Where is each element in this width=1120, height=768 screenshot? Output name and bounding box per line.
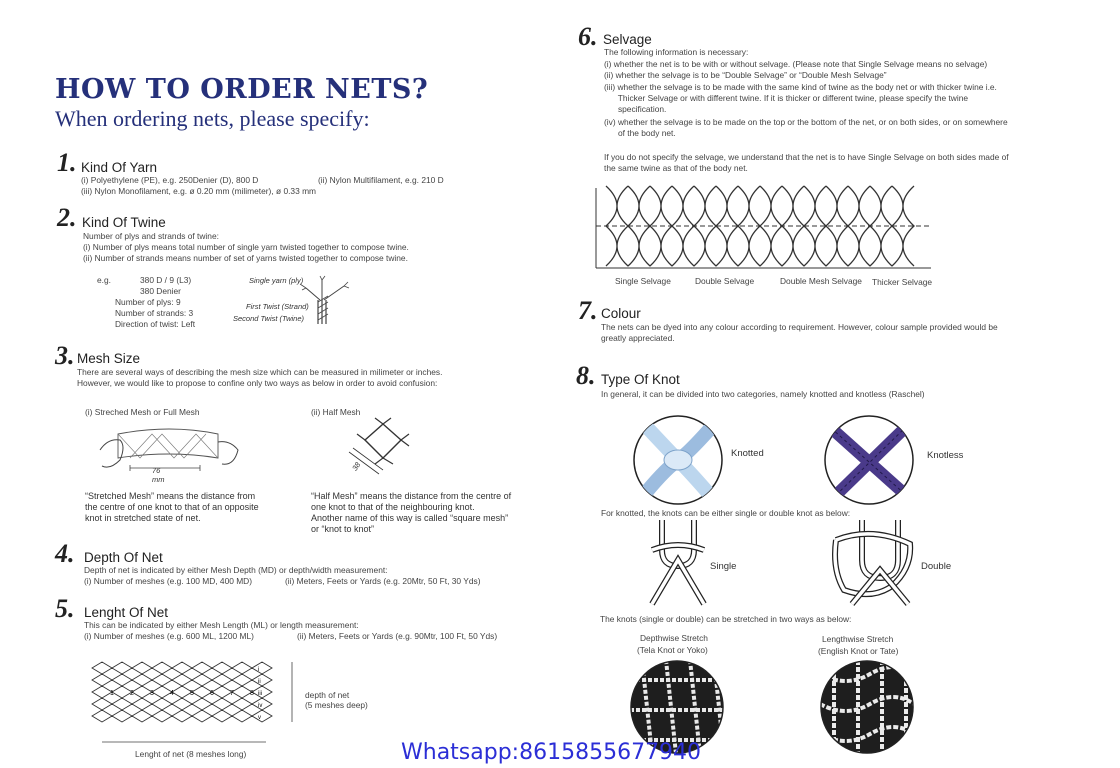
- knotless-label: Knotless: [927, 450, 964, 461]
- section-6-line: specification.: [604, 104, 667, 114]
- mesh-option-1: (i) Streched Mesh or Full Mesh: [85, 407, 200, 417]
- twine-diagram-label: First Twist (Strand): [246, 302, 309, 311]
- section-3-title: Mesh Size: [77, 351, 141, 366]
- double-knot-label: Double: [921, 561, 952, 572]
- depth-of-net-label: (5 meshes deep): [305, 700, 368, 710]
- section-5-number: 5.: [55, 594, 75, 623]
- mesh-number: 7: [230, 690, 234, 697]
- section-1-line-1a: (i) Polyethylene (PE), e.g. 250Denier (D), 800 D: [81, 175, 259, 185]
- section-6-note: the same twine as that of the body net.: [604, 163, 748, 173]
- depth-of-net-label: depth of net: [305, 690, 350, 700]
- section-2-line: Number of plys and strands of twine:: [83, 231, 219, 241]
- mesh-option-2: (ii) Half Mesh: [311, 407, 361, 417]
- section-7-number: 7.: [578, 296, 598, 325]
- single-knot-illustration: [648, 520, 708, 606]
- twine-diagram: [300, 276, 350, 326]
- section-8-number: 8.: [576, 361, 596, 390]
- stretched-mesh-unit: mm: [152, 475, 165, 484]
- net-length-diagram: [100, 660, 300, 750]
- mesh-number: 3: [150, 690, 154, 697]
- section-6-line: of the body net.: [604, 128, 676, 138]
- selvage-label: Thicker Selvage: [872, 277, 933, 287]
- section-2-title: Kind Of Twine: [82, 215, 166, 230]
- stretched-mesh-dimension: 76: [152, 466, 161, 475]
- example-line: 380 D / 9 (L3): [140, 275, 192, 285]
- half-mesh-caption: Another name of this way is called “square mesh”: [311, 513, 509, 523]
- lengthwise-stretch-image: [820, 660, 914, 754]
- single-knot-label: Single: [710, 561, 737, 572]
- depth-roman-numeral: iv: [258, 703, 263, 709]
- whatsapp-contact: Whatsapp:8615855677940: [401, 740, 702, 765]
- section-4-line-2a: (i) Number of meshes (e.g. 100 MD, 400 MD): [84, 576, 253, 586]
- depthwise-stretch-sublabel: (Tela Knot or Yoko): [637, 645, 708, 655]
- mesh-number: 8: [250, 690, 254, 697]
- stretched-mesh-illustration: [100, 420, 240, 490]
- section-6-number: 6.: [578, 22, 598, 51]
- section-6-note: If you do not specify the selvage, we understand that the net is to have Single Selvage on both sides made of: [604, 152, 1009, 162]
- mesh-number: 6: [210, 690, 214, 697]
- for-knotted-text: For knotted, the knots can be either single or double knot as below:: [601, 508, 851, 518]
- section-1-title: Kind Of Yarn: [81, 160, 158, 175]
- selvage-label: Double Mesh Selvage: [780, 276, 862, 286]
- net-mesh-grid: [92, 662, 272, 722]
- section-2-line: (i) Number of plys means total number of single yarn twisted together to compose twine.: [83, 242, 409, 252]
- section-5-title: Lenght Of Net: [84, 605, 169, 620]
- section-6-line: (ii) whether the selvage is to be “Double Selvage” or “Double Mesh Selvage”: [604, 70, 887, 80]
- section-6-line: The following information is necessary:: [604, 47, 749, 57]
- section-8-intro: In general, it can be divided into two categories, namely knotted and knotless (Raschel): [601, 389, 925, 399]
- mesh-number: 2: [130, 690, 134, 697]
- section-6-line: (iv) whether the selvage is to be made on the top or the bottom of the net, or on both sides, or on somewhere: [604, 117, 1008, 127]
- page-subtitle: When ordering nets, please specify:: [55, 106, 370, 131]
- half-mesh-dimension: 38: [350, 460, 363, 473]
- section-3-line: However, we would like to propose to confine only two ways as below in order to avoid confusion:: [77, 378, 438, 388]
- section-3-line: There are several ways of describing the mesh size which can be measured in milimeter or inches.: [77, 367, 443, 377]
- section-6-line: Thicker Selvage or with different twine. If it is thicker or different twine, please specify the twine: [604, 93, 969, 103]
- example-label: e.g.: [97, 275, 111, 285]
- section-5-line-2a: (i) Number of meshes (e.g. 600 ML, 1200 ML): [84, 631, 254, 641]
- half-mesh-caption: one knot to that of the neighbouring knot.: [311, 502, 475, 512]
- half-mesh-caption: “Half Mesh” means the distance from the centre of: [311, 491, 512, 501]
- example-line: Direction of twist: Left: [115, 319, 196, 329]
- section-5-line-1: This can be indicated by either Mesh Length (ML) or length measurement:: [84, 620, 359, 630]
- depth-roman-numeral: ii: [258, 679, 261, 685]
- section-4-line-2b: (ii) Meters, Feets or Yards (e.g. 20Mtr, 50 Ft, 30 Yds): [285, 576, 481, 586]
- stretch-intro-text: The knots (single or double) can be stretched in two ways as below:: [600, 614, 852, 624]
- section-3-number: 3.: [55, 341, 75, 370]
- section-6-line: (iii) whether the selvage is to be made with the same kind of twine as the body net or with thicker twine i.e.: [604, 82, 997, 92]
- example-line: 380 Denier: [140, 286, 181, 296]
- example-line: Number of plys: 9: [115, 297, 181, 307]
- section-8-title: Type Of Knot: [601, 372, 680, 387]
- stretched-mesh-caption: knot in stretched state of net.: [85, 513, 201, 523]
- knotted-label: Knotted: [731, 448, 764, 459]
- selvage-baseline: [596, 188, 931, 268]
- length-of-net-label: Lenght of net (8 meshes long): [135, 749, 247, 759]
- section-7-line: greatly appreciated.: [601, 333, 675, 343]
- depth-roman-numeral: v: [258, 715, 261, 721]
- section-5-line-2b: (ii) Meters, Feets or Yards (e.g. 90Mtr, 100 Ft, 50 Yds): [297, 631, 498, 641]
- depthwise-stretch-label: Depthwise Stretch: [640, 633, 708, 643]
- mesh-number: 5: [190, 690, 194, 697]
- lengthwise-stretch-label: Lengthwise Stretch: [822, 634, 894, 644]
- section-1-line-2: (iii) Nylon Monofilament, e.g. ø 0.20 mm (milimeter), ø 0.33 mm: [81, 186, 317, 196]
- twine-diagram-label: Second Twist (Twine): [233, 314, 304, 323]
- double-knot-illustration: [832, 520, 914, 606]
- selvage-label: Single Selvage: [615, 276, 671, 286]
- example-line: Number of strands: 3: [115, 308, 194, 318]
- section-7-title: Colour: [601, 306, 641, 321]
- section-1-number: 1.: [57, 148, 77, 177]
- twine-diagram-label: Single yarn (ply): [249, 276, 304, 285]
- section-2-number: 2.: [57, 203, 77, 232]
- section-6-line: (i) whether the net is to be with or without selvage. (Please note that Single Selvage means no selvage): [604, 59, 988, 69]
- depth-roman-numeral: iii: [258, 691, 262, 697]
- section-4-number: 4.: [55, 539, 75, 568]
- stretched-mesh-caption: “Stretched Mesh” means the distance from: [85, 491, 256, 501]
- selvage-diagram: [596, 178, 936, 273]
- section-6-title: Selvage: [603, 32, 652, 47]
- page-title: HOW TO ORDER NETS?: [55, 74, 429, 105]
- section-7-line: The nets can be dyed into any colour according to requirement. However, colour sample provided would be: [601, 322, 998, 332]
- mesh-number: 1: [110, 690, 114, 697]
- depth-roman-numeral: i: [258, 667, 260, 673]
- section-4-line-1: Depth of net is indicated by either Mesh Depth (MD) or depth/width measurement:: [84, 565, 388, 575]
- knotted-image: [632, 414, 724, 506]
- section-2-line: (ii) Number of strands means number of set of yarns twisted together to compose twine.: [83, 253, 408, 263]
- stretched-mesh-caption: the centre of one knot to that of an opposite: [85, 502, 259, 512]
- lengthwise-stretch-sublabel: (English Knot or Tate): [818, 646, 899, 656]
- section-1-line-1b: (ii) Nylon Multifilament, e.g. 210 D: [318, 175, 444, 185]
- mesh-number: 4: [170, 690, 174, 697]
- half-mesh-caption: or “knot to knot”: [311, 524, 375, 534]
- section-4-title: Depth Of Net: [84, 550, 163, 565]
- net-dimension-axes: [102, 662, 292, 742]
- selvage-label: Double Selvage: [695, 276, 755, 286]
- knotless-image: [823, 414, 915, 506]
